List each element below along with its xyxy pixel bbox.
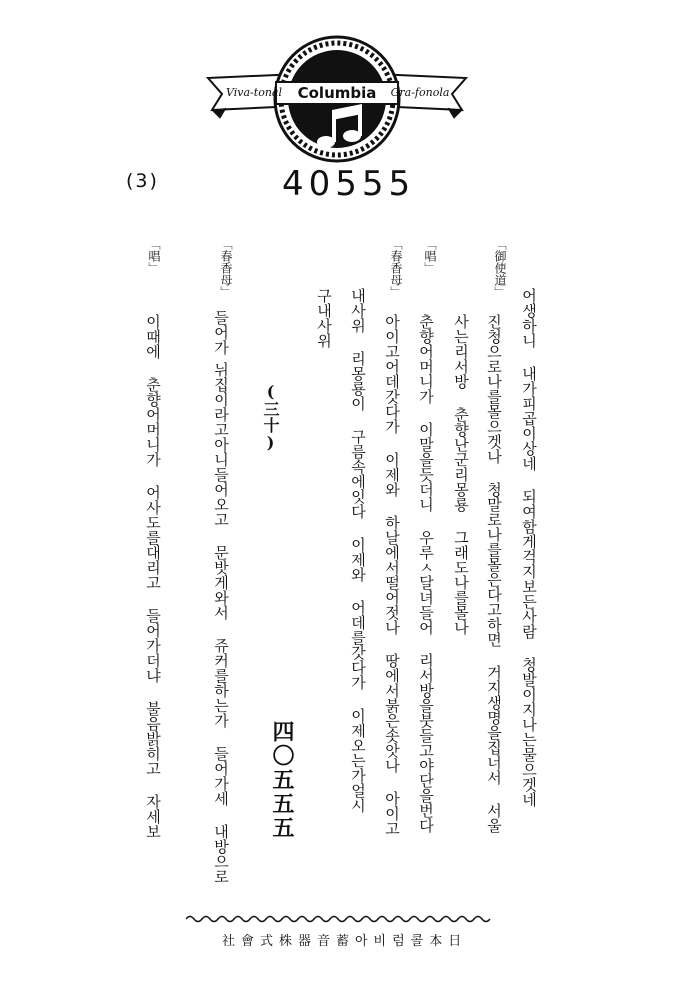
right-ribbon-text: Gra-fonola <box>390 86 450 99</box>
lyric-line: 들어가 <box>212 310 230 355</box>
wavy-divider <box>186 913 492 925</box>
lyric-line: 사는리서방 춘향난군리몽룡 그래도나를몰나 <box>452 314 470 635</box>
lyric-line: 어생하니 내가피곱이상네 되여함게걱지보든사람 청발이지나는물으겟네 <box>520 288 538 807</box>
speaker-label-2: 「唱」 <box>423 238 437 274</box>
lyric-line: 뉘집이라고아니들어오고 문밧게와서 쥬커를하는가 들어가세 내방으로 <box>212 362 230 884</box>
lyric-line: 내사위 리몽룡이 구름속에잇다 이제와 어데를갓다가 이제오는가얼시 <box>349 288 367 813</box>
left-ribbon-text: Viva-tonal <box>226 86 282 99</box>
publisher-line: 社會式株器音蓄아비럼콜本日 <box>222 934 468 949</box>
columbia-logo <box>206 34 468 164</box>
speaker-label-5: 「唱」 <box>147 238 161 274</box>
lyric-line: 춘향어머니가 이말을듯더니 우루ㅅ달녀들어 리서방을붓들고야단을번다 <box>417 314 435 833</box>
lyric-line: 아이고어데갓다가 이제와 하날에서떨어젓나 땅에서붉은솟앗나 아이고 <box>383 314 401 836</box>
record-number-kanji: 四〇五五五 <box>269 720 295 840</box>
speaker-label-1: 「御使道」 <box>493 238 507 298</box>
lyric-line: 이때에 춘향어머니가 어사도를대리고 들어가더냐 불음밝히고 자세보 <box>144 314 162 839</box>
section-mark: (三十) <box>261 382 280 452</box>
lyric-line: 구내사위 <box>315 288 333 348</box>
speaker-label-4: 「春香母」 <box>219 238 233 298</box>
speaker-label-3: 「春香母」 <box>389 238 403 298</box>
page-number: (3) <box>126 170 159 192</box>
record-number: 40555 <box>282 164 416 204</box>
lyric-line: 진청으로나를몰으겟나 청말로나를몰은다고하면 거지생명을집너서 서울 <box>485 314 503 833</box>
brand-text: Columbia <box>297 84 377 102</box>
